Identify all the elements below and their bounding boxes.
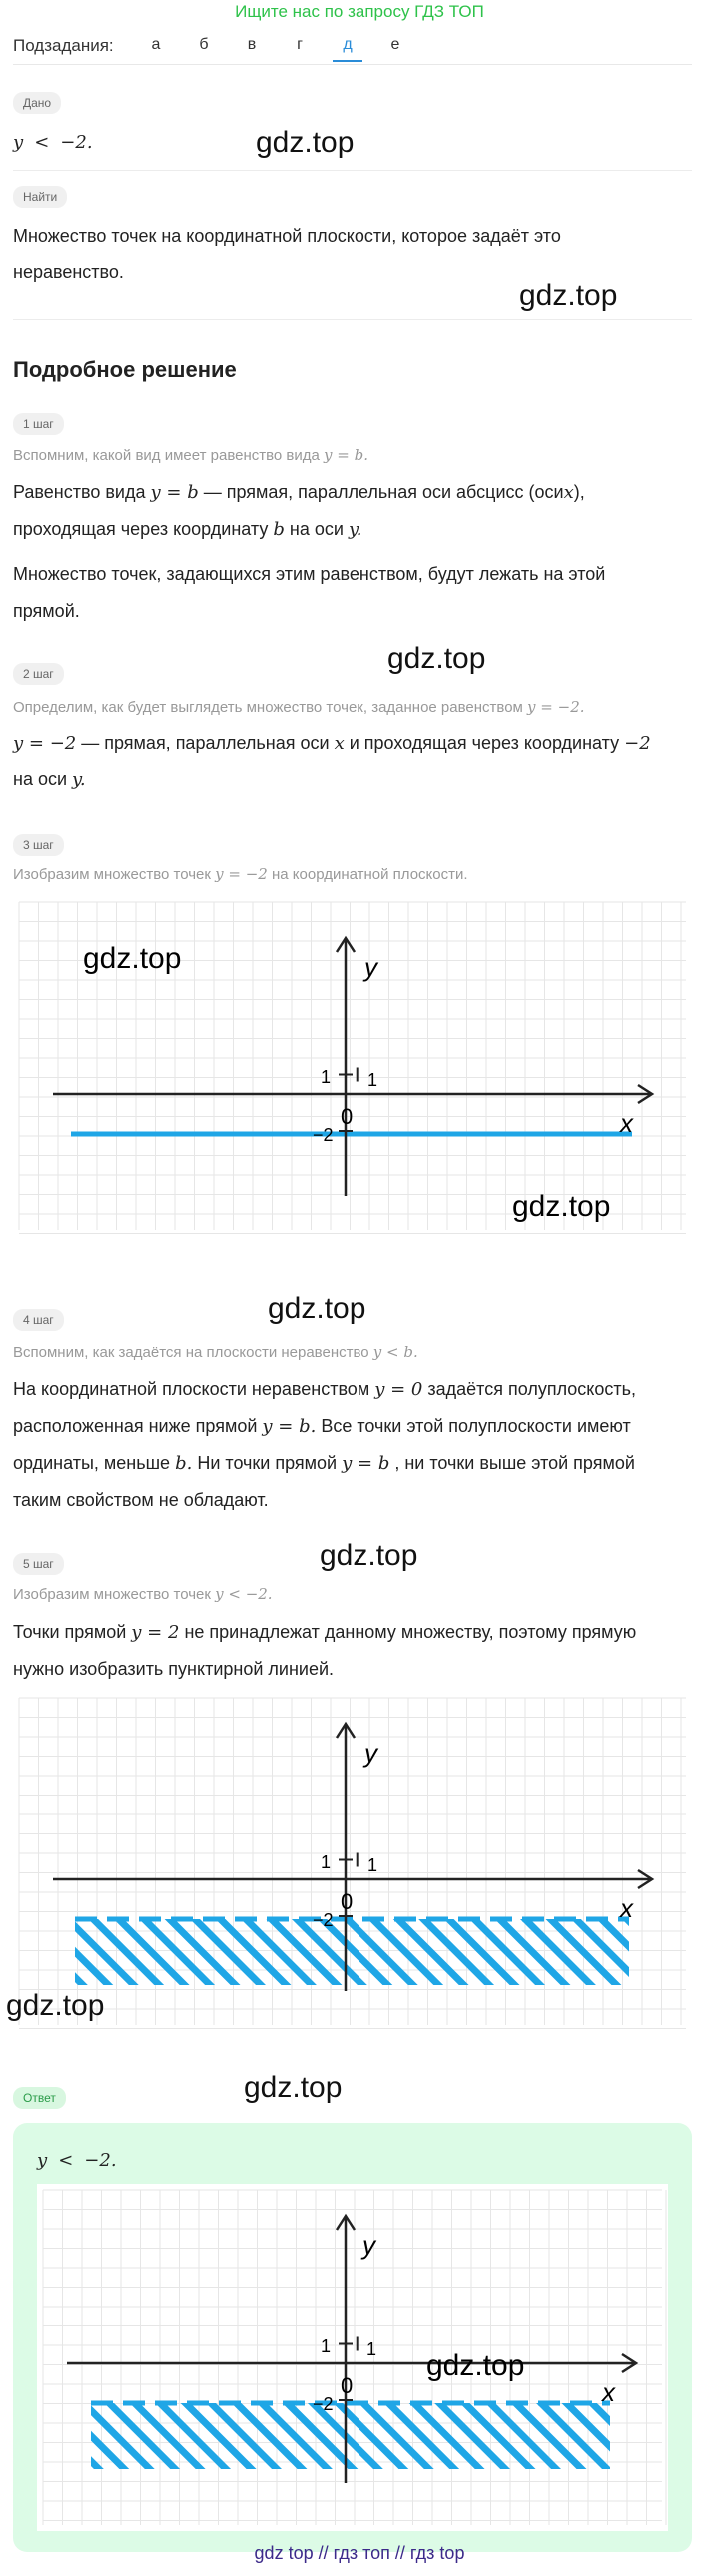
step4-line-2 [13, 1408, 631, 1445]
step1-math: b [273, 519, 285, 540]
y-axis-label: y [364, 952, 377, 982]
step1-line-3: Множество точек, задающихся этим равенством, будут лежать на этой [13, 564, 606, 584]
graph-grid [43, 2190, 666, 2525]
step1-text: на оси [289, 519, 344, 539]
step2-line-2 [13, 762, 86, 798]
answer-rhs: −2. [84, 2150, 117, 2171]
step1-line-1 [13, 474, 585, 511]
step2-math: −2 [624, 733, 651, 754]
step5-hint [13, 1582, 273, 1607]
step4-badge: 4 шаг [13, 1309, 64, 1331]
step4-math: y = b [342, 1453, 390, 1474]
step4-line-1 [13, 1371, 636, 1408]
step4-line-4: таким свойством не обладают. [13, 1490, 269, 1510]
tab-d[interactable]: д [333, 36, 362, 62]
step1-text: — прямая, параллельная оси абсцисс (оси [203, 482, 564, 502]
step1-line-2 [13, 511, 361, 548]
hatched-half-plane [91, 2403, 610, 2469]
step2-badge: 2 шаг [13, 663, 64, 685]
y-axis-label: y [364, 1738, 377, 1768]
find-line-1: Множество точек на координатной плоскости, которое задаёт это [13, 226, 561, 246]
step3-hint-text: на координатной плоскости. [271, 866, 468, 883]
origin-label: 0 [341, 1104, 354, 1129]
step5-hint-math: y < −2. [215, 1585, 273, 1603]
given-badge: Дано [13, 92, 61, 114]
step4-text: , ни точки выше этой прямой [394, 1453, 635, 1473]
step2-text: на оси [13, 770, 68, 789]
x-axis-label: x [620, 1108, 633, 1138]
y-axis-label: y [362, 2230, 375, 2260]
tab-b[interactable]: б [199, 36, 209, 53]
graph-step3 [13, 896, 692, 1236]
step5-line-1 [13, 1614, 636, 1651]
step2-hint [13, 695, 585, 720]
watermark: gdz.top [519, 279, 618, 312]
step1-text: проходящая через координату [13, 519, 269, 539]
subtask-tabs-label: Подзадания: [13, 36, 114, 55]
graph-axes [53, 938, 652, 1196]
step5-math: y = 2 [131, 1622, 180, 1643]
step4-text: ординаты, меньше [13, 1453, 171, 1473]
divider [13, 319, 692, 320]
minus-two-label: −2 [313, 2394, 334, 2414]
step1-math: y. [348, 519, 362, 540]
step4-text: расположенная ниже прямой [13, 1416, 258, 1436]
minus-two-label: −2 [313, 1125, 334, 1145]
watermark: gdz.top [6, 1989, 105, 2022]
answer-inequality [37, 2142, 117, 2179]
step2-math: y = −2 [13, 733, 77, 754]
watermark: gdz.top [426, 2349, 525, 2382]
step5-hint-text: Изобразим множество точек [13, 1586, 211, 1603]
step1-hint [13, 443, 368, 468]
step4-math: y = 0 [374, 1379, 423, 1400]
y-one-label: 1 [321, 1852, 332, 1872]
step4-text: задаётся полуплоскость, [427, 1379, 637, 1399]
step3-hint-text: Изобразим множество точек [13, 866, 211, 883]
step1-line-4: прямой. [13, 601, 80, 621]
watermark: gdz.top [268, 1292, 366, 1325]
step2-text: и проходящая через координату [349, 733, 620, 753]
tab-e[interactable]: е [390, 36, 400, 53]
step1-math: x [563, 482, 574, 503]
step4-text: Ни точки прямой [197, 1453, 338, 1473]
graph-answer [37, 2184, 668, 2531]
answer-badge: Ответ [13, 2087, 66, 2109]
watermark: gdz.top [320, 1539, 418, 1572]
step2-line-1 [13, 725, 651, 762]
step4-text: На координатной плоскости неравенством [13, 1379, 370, 1399]
step5-badge: 5 шаг [13, 1553, 64, 1575]
step4-math: y = b. [262, 1416, 317, 1437]
x-axis-label: x [602, 2377, 615, 2407]
watermark: gdz.top [256, 126, 355, 159]
step4-hint [13, 1340, 418, 1365]
step4-hint-text: Вспомним, как задаётся на плоскости неравенство [13, 1344, 369, 1361]
tab-g[interactable]: г [297, 36, 303, 53]
x-axis-label: x [620, 1893, 633, 1923]
step5-text: не принадлежат данному множеству, поэтому прямую [184, 1622, 637, 1642]
step2-math: y. [72, 770, 86, 790]
given-op: < [34, 132, 50, 153]
step1-hint-math: y = b. [324, 446, 368, 464]
tab-a[interactable]: а [151, 36, 161, 53]
graph-step5 [13, 1692, 692, 2031]
step2-math: x [334, 733, 345, 754]
step1-badge: 1 шаг [13, 413, 64, 435]
step4-math: b. [175, 1453, 193, 1474]
x-one-label: 1 [367, 1855, 378, 1875]
step3-hint-math: y = −2 [215, 865, 268, 883]
footer[interactable]: gdz top // гдз топ // гдз top [254, 2543, 465, 2563]
solution-title: Подробное решение [13, 357, 237, 382]
step1-hint-text: Вспомним, какой вид имеет равенство вида [13, 447, 320, 464]
find-line-2: неравенство. [13, 262, 124, 282]
step1-text: Равенство вида [13, 482, 146, 502]
step4-text: Все точки этой полуплоскости имеют [321, 1416, 631, 1436]
watermark: gdz.top [512, 1190, 611, 1223]
given-lhs: y [13, 132, 24, 153]
origin-label: 0 [341, 2373, 354, 2398]
tab-v[interactable]: в [247, 36, 257, 53]
step1-math: y = b [150, 482, 199, 503]
y-one-label: 1 [321, 2336, 332, 2356]
step2-text: — прямая, параллельная оси [81, 733, 330, 753]
minus-two-label: −2 [313, 1910, 334, 1930]
step3-badge: 3 шаг [13, 834, 64, 856]
step4-line-3 [13, 1445, 635, 1482]
answer-lhs: y [37, 2150, 48, 2171]
y-one-label: 1 [321, 1067, 332, 1087]
divider [13, 170, 692, 171]
step5-text: Точки прямой [13, 1622, 127, 1642]
step1-text: ), [573, 482, 585, 502]
origin-label: 0 [341, 1889, 354, 1914]
top-banner[interactable]: Ищите нас по запросу ГДЗ ТОП [235, 2, 484, 21]
step3-hint [13, 862, 468, 887]
answer-op: < [58, 2150, 74, 2171]
watermark: gdz.top [83, 942, 182, 975]
given-inequality [13, 124, 93, 161]
step4-hint-math: y < b. [372, 1343, 418, 1361]
x-one-label: 1 [367, 1070, 378, 1090]
watermark: gdz.top [244, 2071, 343, 2104]
given-rhs: −2. [60, 132, 93, 153]
step2-hint-math: y = −2. [527, 698, 585, 716]
x-one-label: 1 [366, 2339, 377, 2359]
step2-hint-text: Определим, как будет выглядеть множество точек, заданное равенством [13, 699, 523, 716]
hatched-half-plane [75, 1919, 629, 1985]
step5-line-2: нужно изобразить пунктирной линией. [13, 1659, 335, 1679]
watermark: gdz.top [387, 642, 486, 675]
find-badge: Найти [13, 186, 67, 208]
subtask-tabs [13, 30, 692, 65]
